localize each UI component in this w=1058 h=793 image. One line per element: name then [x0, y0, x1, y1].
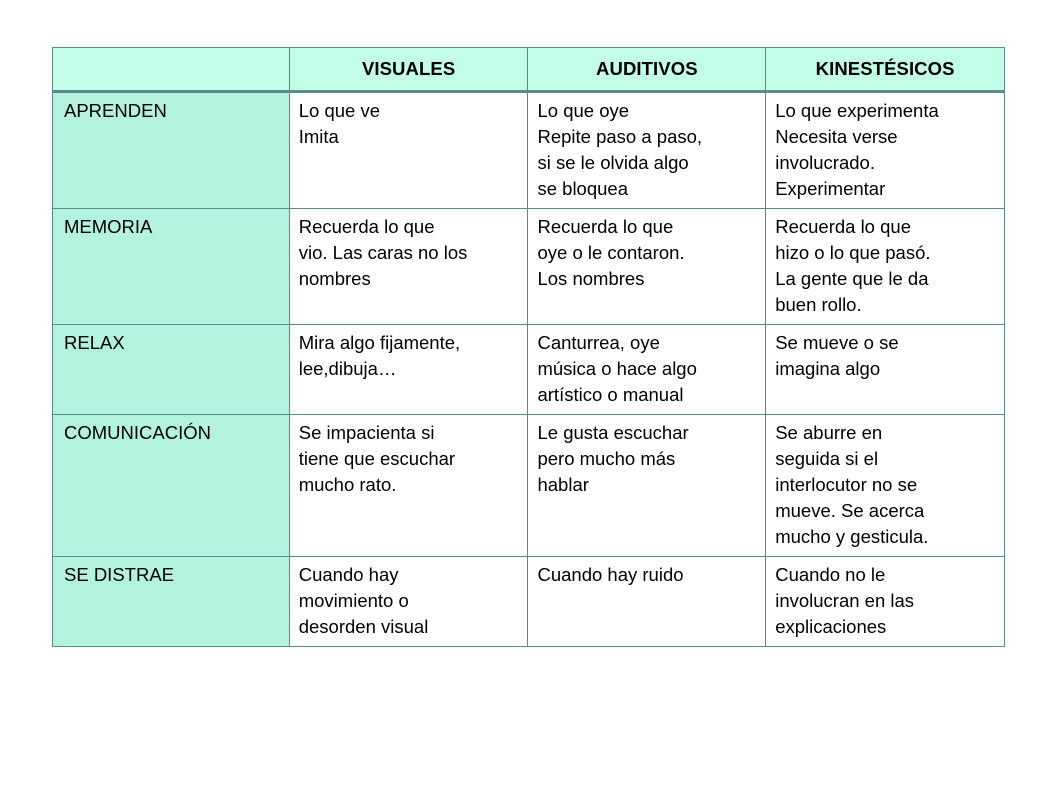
cell-text-line: Imita: [298, 126, 339, 147]
cell-text-line: desorden visual: [298, 616, 429, 637]
row-label-se-distrae: SE DISTRAE: [53, 557, 290, 647]
cell-text-line: hizo o lo que pasó.: [775, 242, 931, 263]
cell-text-line: mueve. Se acerca: [775, 500, 925, 521]
cell-text-line: Se aburre en: [775, 422, 883, 443]
row-label-comunicacion: COMUNICACIÓN: [53, 415, 290, 557]
cell-memoria-auditivos: [528, 209, 766, 325]
cell-text-line: Cuando hay ruido: [537, 564, 684, 585]
cell-aprenden-auditivos: [528, 92, 766, 209]
cell-memoria-kinestesicos: [766, 209, 1005, 325]
cell-text-line: Recuerda lo que: [298, 216, 435, 237]
cell-comunicacion-auditivos: [528, 415, 766, 557]
row-label-relax: RELAX: [53, 325, 290, 415]
cell-text-line: Se impacienta si: [298, 422, 435, 443]
cell-text-line: movimiento o: [298, 590, 409, 611]
cell-text-line: hablar: [537, 474, 589, 495]
cell-text-line: vio. Las caras no los: [298, 242, 468, 263]
cell-text-line: involucrado.: [775, 152, 875, 173]
header-row: [53, 48, 1005, 92]
cell-text-line: pero mucho más: [537, 448, 676, 469]
cell-aprenden-visuales: [289, 92, 528, 209]
cell-text-line: explicaciones: [775, 616, 887, 637]
cell-text-line: Le gusta escuchar: [537, 422, 689, 443]
header-corner-cell: [53, 48, 290, 92]
cell-text-line: se bloquea: [537, 178, 629, 199]
cell-text-line: Necesita verse: [775, 126, 898, 147]
header-visuales: VISUALES: [289, 48, 528, 92]
cell-aprenden-kinestesicos: [766, 92, 1005, 209]
cell-text-line: si se le olvida algo: [537, 152, 689, 173]
cell-text-line: La gente que le da: [775, 268, 929, 289]
cell-text-line: tiene que escuchar: [298, 448, 456, 469]
cell-se-distrae-visuales: [289, 557, 528, 647]
cell-text-line: música o hace algo: [537, 358, 697, 379]
cell-text-line: involucran en las: [775, 590, 915, 611]
cell-text-line: Canturrea, oye: [537, 332, 660, 353]
table-row-relax: [53, 325, 1005, 415]
cell-se-distrae-auditivos: [528, 557, 766, 647]
cell-memoria-visuales: [289, 209, 528, 325]
table-row-se-distrae: [53, 557, 1005, 647]
cell-relax-auditivos: [528, 325, 766, 415]
cell-text-line: Repite paso a paso,: [537, 126, 703, 147]
cell-text-line: artístico o manual: [537, 384, 684, 405]
cell-text-line: oye o le contaron.: [537, 242, 685, 263]
row-label-aprenden: APRENDEN: [53, 92, 290, 209]
cell-text-line: Recuerda lo que: [775, 216, 911, 237]
cell-text-line: mucho y gesticula.: [775, 526, 929, 547]
cell-text-line: imagina algo: [775, 358, 881, 379]
cell-text-line: Los nombres: [537, 268, 645, 289]
table-body: [53, 92, 1005, 647]
cell-text-line: Lo que ve: [298, 100, 380, 121]
cell-se-distrae-kinestesicos: [766, 557, 1005, 647]
cell-text-line: Lo que oye: [537, 100, 630, 121]
cell-relax-visuales: [289, 325, 528, 415]
header-auditivos: AUDITIVOS: [528, 48, 766, 92]
cell-comunicacion-kinestesicos: [766, 415, 1005, 557]
cell-text-line: seguida si el: [775, 448, 879, 469]
row-label-memoria: MEMORIA: [53, 209, 290, 325]
cell-text-line: Se mueve o se: [775, 332, 899, 353]
cell-text-line: lee,dibuja…: [298, 358, 397, 379]
cell-text-line: Cuando no le: [775, 564, 886, 585]
cell-text-line: nombres: [298, 268, 371, 289]
learning-styles-table: [52, 47, 1005, 647]
table-row-aprenden: [53, 92, 1005, 209]
table-row-comunicacion: [53, 415, 1005, 557]
cell-text-line: buen rollo.: [775, 294, 862, 315]
table-row-memoria: [53, 209, 1005, 325]
header-kinestesicos: KINESTÉSICOS: [766, 48, 1005, 92]
cell-text-line: Lo que experimenta: [775, 100, 939, 121]
cell-text-line: Cuando hay: [298, 564, 399, 585]
cell-relax-kinestesicos: [766, 325, 1005, 415]
cell-text-line: interlocutor no se: [775, 474, 918, 495]
cell-comunicacion-visuales: [289, 415, 528, 557]
cell-text-line: mucho rato.: [298, 474, 397, 495]
cell-text-line: Recuerda lo que: [537, 216, 674, 237]
cell-text-line: Experimentar: [775, 178, 886, 199]
cell-text-line: Mira algo fijamente,: [298, 332, 461, 353]
